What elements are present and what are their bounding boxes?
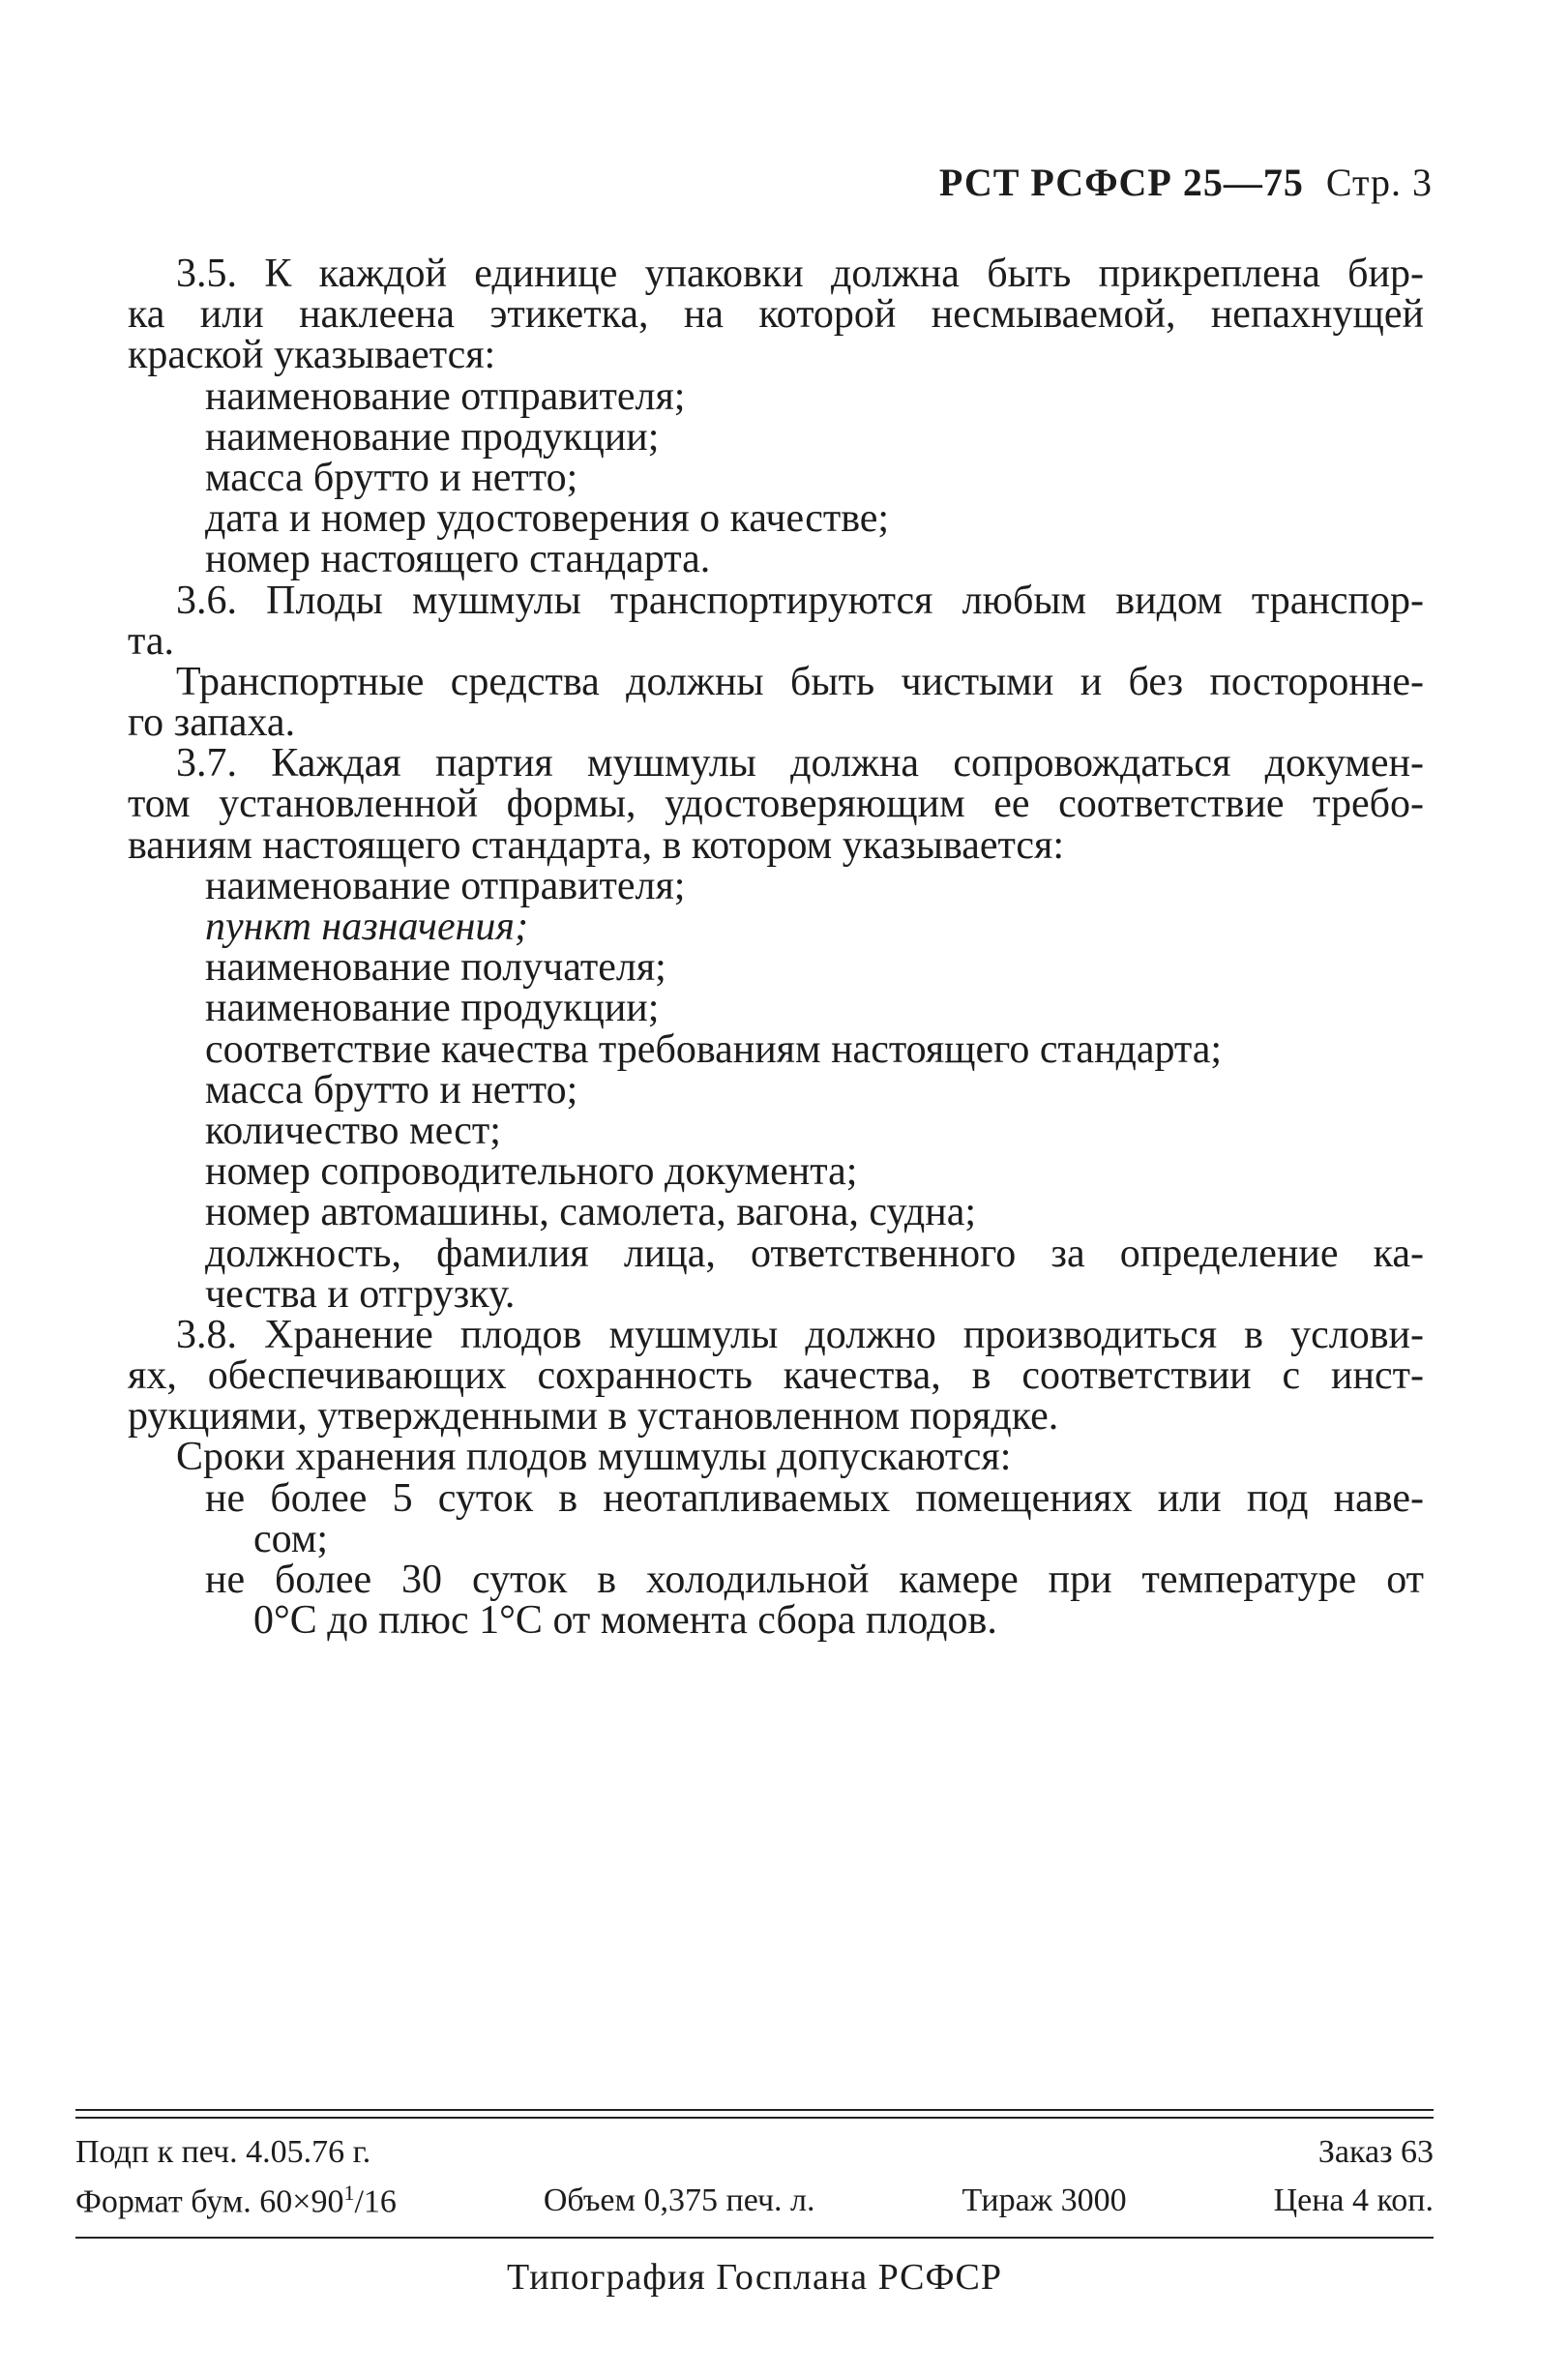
- list-item: номер автомашины, самолета, вагона, судна;: [205, 1190, 977, 1235]
- imprint-row: [75, 2128, 1434, 2177]
- paragraph-3-8-line: 3.8. Хранение плодов мушмулы должно производиться в услови-: [176, 1312, 1424, 1357]
- list-item: масса брутто и нетто;: [205, 455, 578, 500]
- price: Цена 4 коп.: [1273, 2182, 1434, 2218]
- list-item: не более 5 суток в неотапливаемых помещениях или под наве-: [205, 1475, 1424, 1521]
- paragraph-3-5-line: ка или наклеена этикетка, на которой несмываемой, непахнущей: [128, 292, 1424, 338]
- printer-name: Типография Госплана РСФСР: [506, 2257, 1003, 2298]
- list-item: 0°С до плюс 1°С от момента сбора плодов.: [253, 1598, 997, 1644]
- paragraph-3-7-line: ваниям настоящего стандарта, в котором указывается:: [128, 822, 1065, 868]
- paragraph-line: Сроки хранения плодов мушмулы допускаются:: [176, 1435, 1012, 1480]
- list-item: наименование получателя;: [205, 945, 666, 991]
- paper-format-suffix: /16: [354, 2183, 397, 2220]
- footer-rule: [75, 2237, 1434, 2239]
- list-item: количество мест;: [205, 1108, 501, 1153]
- list-item: наименование продукции;: [205, 414, 660, 460]
- list-item: пункт назначения;: [205, 905, 528, 949]
- paragraph-3-8-line: рукциями, утвержденными в установленном порядке.: [128, 1394, 1059, 1440]
- paper-format-sup: 1: [343, 2181, 355, 2206]
- page-header: [939, 160, 1433, 205]
- list-item: чества и отгрузку.: [205, 1271, 516, 1317]
- footer-double-rule: [75, 2109, 1434, 2119]
- paragraph-line: Транспортные средства должны быть чистыми и без посторонне-: [176, 659, 1424, 704]
- paragraph-line: го запаха.: [128, 700, 296, 746]
- standard-code: РСТ РСФСР 25—75: [938, 161, 1304, 204]
- paragraph-3-6-line: 3.6. Плоды мушмулы транспортируются любым видом транспор-: [176, 578, 1424, 623]
- list-item: дата и номер удостоверения о качестве;: [205, 496, 890, 542]
- document-body: [128, 252, 1424, 1644]
- list-item: наименование продукции;: [205, 986, 660, 1031]
- list-item: наименование отправителя;: [205, 863, 686, 908]
- list-item: наименование отправителя;: [205, 373, 686, 419]
- circulation: Тираж 3000: [962, 2182, 1127, 2218]
- list-item: номер сопроводительного документа;: [205, 1149, 858, 1195]
- signed-for-print: Подп к печ. 4.05.76 г.: [75, 2134, 371, 2170]
- list-item: номер настоящего стандарта.: [205, 537, 711, 582]
- paragraph-3-8-line: ях, обеспечивающих сохранность качества, в соответствии с инст-: [128, 1353, 1424, 1399]
- paragraph-3-7-line: 3.7. Каждая партия мушмулы должна сопровождаться докумен-: [176, 741, 1424, 787]
- list-item: не более 30 суток в холодильной камере при температуре от: [205, 1558, 1424, 1602]
- list-item: соответствие качества требованиям настоящего стандарта;: [205, 1026, 1223, 1072]
- paragraph-3-5-line: краской указывается:: [128, 333, 496, 378]
- print-volume: Объем 0,375 печ. л.: [543, 2182, 815, 2218]
- order-number: Заказ 63: [1317, 2134, 1434, 2170]
- paper-format-prefix: Формат бум. 60×90: [75, 2183, 344, 2220]
- paragraph-3-6-line: та.: [128, 618, 175, 664]
- list-item: должность, фамилия лица, ответственного за определение ка-: [205, 1231, 1424, 1276]
- list-item: масса брутто и нетто;: [205, 1067, 578, 1113]
- imprint-row: [75, 2177, 1434, 2225]
- paragraph-3-5-line: 3.5. К каждой единице упаковки должна быть прикреплена бир-: [176, 252, 1424, 296]
- paragraph-3-7-line: том установленной формы, удостоверяющим ее соответствие требо-: [128, 782, 1424, 827]
- page-number: Стр. 3: [1325, 161, 1433, 204]
- imprint-footer: [75, 2109, 1434, 2299]
- list-item: сом;: [253, 1516, 329, 1561]
- paper-format: [75, 2181, 397, 2220]
